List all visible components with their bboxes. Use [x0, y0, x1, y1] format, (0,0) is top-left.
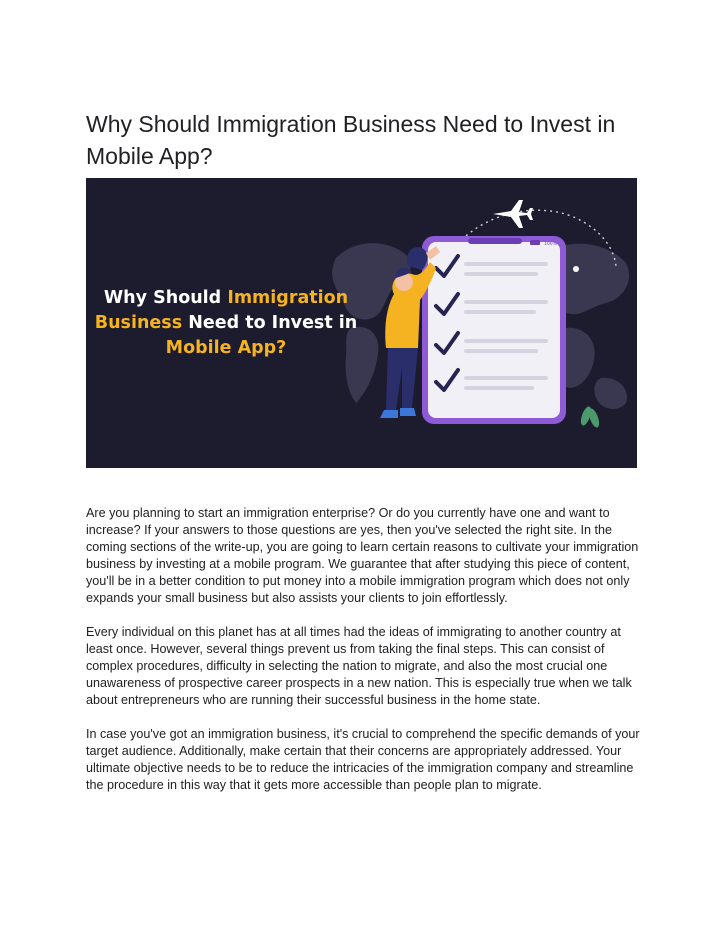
banner-heading-highlight: Business	[94, 313, 183, 333]
banner-heading-text: Why Should	[103, 288, 228, 308]
banner-heading	[86, 286, 366, 361]
paragraph: Every individual on this planet has at all times had the ideas of immigrating to another country at least once. However, several things prevent us from taking the final steps. This can consist of complex procedures, difficulty in selecting the nation to migrate, and also the most crucial one unawareness of prospective career prospects in a new nation. This is especially true when we talk about entrepreneurs who are running their successful business in the home state.	[86, 625, 632, 707]
page-title: Why Should Immigration Business Need to Invest in Mobile App?	[86, 111, 616, 169]
phone-status-text: 100%	[544, 242, 557, 247]
paragraph: In case you've got an immigration business, it's crucial to comprehend the specific demands of your target audience. Additionally, make certain that their concerns are appropriately addressed. Your ultimate objective needs to be to reduce the intricacies of the immigration company and streamline the procedure in this way that it gets more accessible than people plan to migrate.	[86, 727, 640, 792]
paragraph: Are you planning to start an immigration enterprise? Or do you currently have one and want to increase? If your answers to those questions are yes, then you've selected the right site. In the coming sections of the write-up, you are going to learn certain reasons to cultivate your immigration business by investing at a mobile program. We guarantee that after studying this piece of content, you'll be in a better condition to put money into a mobile immigration program which does not only expands your small business but also assists your clients to join effortlessly.	[86, 506, 639, 605]
plant-decoration	[579, 405, 601, 429]
banner-image	[86, 178, 637, 468]
airplane-icon	[493, 200, 533, 228]
banner-heading-text: Need to Invest in	[182, 313, 358, 333]
banner-heading-highlight: Mobile App?	[165, 338, 287, 358]
article-body	[86, 505, 642, 811]
phone-mockup	[422, 236, 566, 424]
banner-heading-highlight: Immigration	[227, 288, 349, 308]
destination-dot	[573, 266, 579, 272]
